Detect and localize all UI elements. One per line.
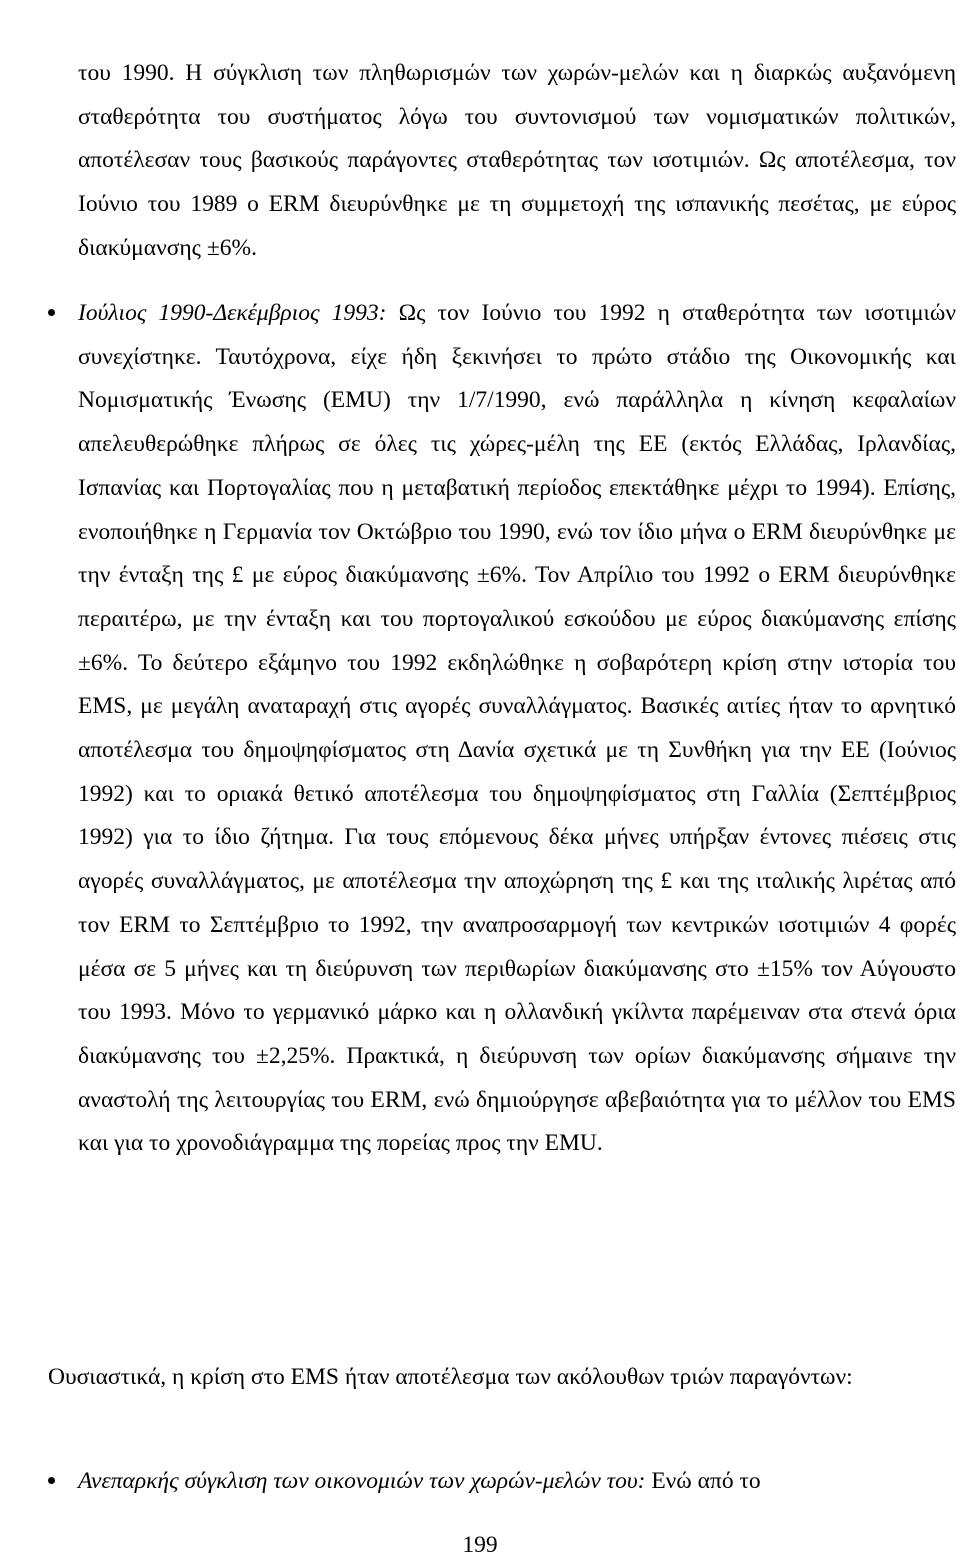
bullet-lead-text: Ανεπαρκής σύγκλιση των οικονομιών των χωρών-μελών του:	[78, 1468, 646, 1494]
bullet-body-text: Ενώ από το	[645, 1468, 761, 1494]
bullet-paragraph	[78, 1460, 956, 1504]
page-number: 199	[462, 1532, 498, 1558]
bullet-dot-icon	[48, 1477, 55, 1484]
bullet-body-text: Ως τον Ιούνιο του 1992 η σταθερότητα των ισοτιμιών συνεχίστηκε. Ταυτόχρονα, είχε ήδη ξεκινήσει το πρώτο στάδιο της Οικονομικής και Νομισματικής Ένωσης (EMU) την 1/7/1990, ενώ παράλληλα η κίνηση κεφαλαίων απελευθερώθηκε πλήρως σε όλες τις χώρες-μέλη της ΕΕ (εκτός Ελλάδας, Ιρλανδίας, Ισπανίας και Πορτογαλίας που η μεταβατική περίοδος επεκτάθηκε μέχρι το 1994). Επίσης, ενοποιήθηκε η Γερμανία τον Οκτώβριο του 1990, ενώ τον ίδιο μήνα ο ERM διευρύνθηκε με την ένταξη της £ με εύρος διακύμανσης ±6%. Τον Απρίλιο του 1992 ο ERM διευρύνθηκε περαιτέρω, με την ένταξη και του πορτογαλικού εσκούδου με εύρος διακύμανσης επίσης ±6%. Το δεύτερο εξάμηνο του 1992 εκδηλώθηκε η σοβαρότερη κρίση στην ιστορία του EMS, με μεγάλη αναταραχή στις αγορές συναλλάγματος. Βασικές αιτίες ήταν το αρνητικό αποτέλεσμα του δημοψηφίσματος στη Δανία σχετικά με τη Συνθήκη για την ΕΕ (Ιούνιος 1992) και το οριακά θετικό αποτέλεσμα του δημοψηφίσματος στη Γαλλία (Σεπτέμβριος 1992) για το ίδιο ζήτημα. Για τους επόμενους δέκα μήνες υπήρξαν έντονες πιέσεις στις αγορές συναλλάγματος, με αποτέλεσμα την αποχώρηση της £ και της ιταλικής λιρέτας από τον ERM το Σεπτέμβριο το 1992, την αναπροσαρμογή των κεντρικών ισοτιμιών 4 φορές μέσα σε 5 μήνες και τη διεύρυνση των περιθωρίων διακύμανσης στο ±15% τον Αύγουστο του 1993. Μόνο το γερμανικό μάρκο και η ολλανδική γκίλντα παρέμειναν στα στενά όρια διακύμανσης του ±2,25%. Πρακτικά, η διεύρυνση των ορίων διακύμανσης σήμαινε την αναστολή της λειτουργίας του ERM, ενώ δημιούργησε αβεβαιότητα για το μέλλον του EMS και για το χρονοδιάγραμμα της πορείας προς την EMU.	[78, 300, 956, 1157]
bullet-dot-icon	[48, 309, 55, 316]
bullet-lead-text: Ιούλιος 1990-Δεκέμβριος 1993:	[78, 300, 387, 326]
continuation-paragraph: του 1990. Η σύγκλιση των πληθωρισμών των χωρών-μελών και η διαρκώς αυξανόμενη σταθερότητα του συστήματος λόγω του συντονισμού των νομισματικών πολιτικών, αποτέλεσαν τους βασικούς παράγοντες σταθερότητας των ισοτιμιών. Ως αποτέλεσμα, τον Ιούνιο του 1989 ο ERM διευρύνθηκε με τη συμμετοχή της ισπανικής πεσέτας, με εύρος διακύμανσης ±6%.	[78, 60, 956, 261]
bullet-item-insufficient-convergence	[78, 1460, 956, 1504]
bullet-item-1990-1993	[78, 292, 956, 1166]
summary-paragraph: Ουσιαστικά, η κρίση στο EMS ήταν αποτέλεσμα των ακόλουθων τριών παραγόντων:	[48, 1364, 853, 1390]
bullet-paragraph	[78, 292, 956, 1166]
